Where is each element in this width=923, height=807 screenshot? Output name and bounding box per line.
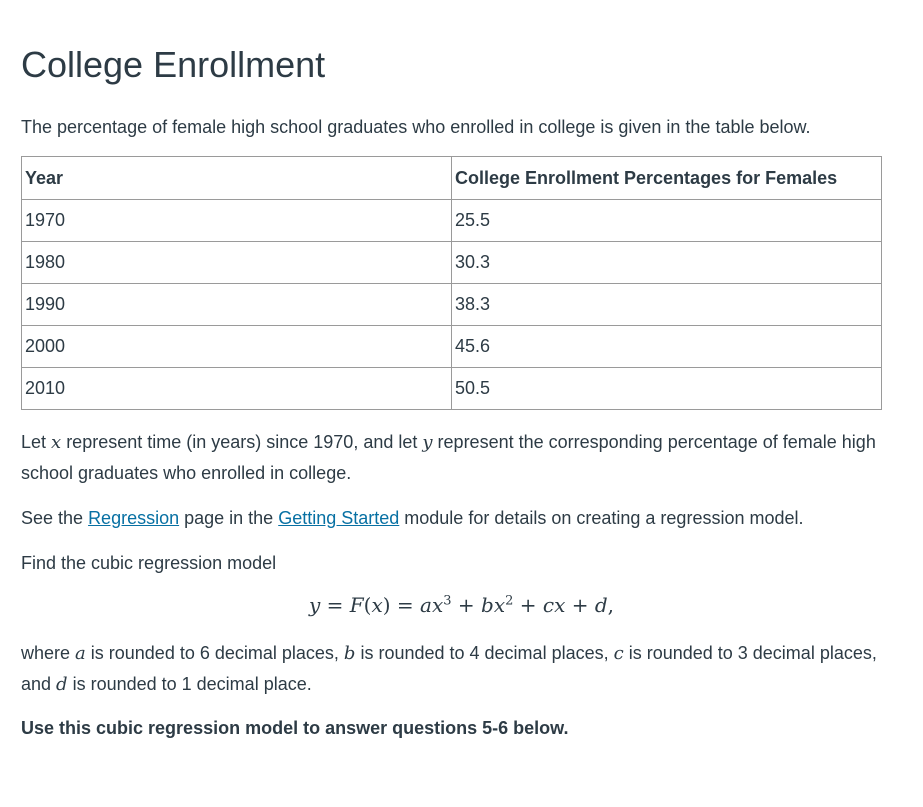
- cell-year: 1990: [22, 284, 452, 326]
- cell-percentage: 30.3: [452, 242, 882, 284]
- cell-percentage: 45.6: [452, 326, 882, 368]
- text-segment: represent time (in years) since 1970, and let: [61, 432, 423, 452]
- text-segment: Let: [21, 432, 52, 452]
- math-variable-c: c: [613, 643, 624, 664]
- text-segment: is rounded to 4 decimal places,: [355, 643, 614, 663]
- text-segment: where: [21, 643, 76, 663]
- see-regression-text: [21, 503, 891, 533]
- text-segment: represent the corresponding percentage of female high school graduates who enrolled in college.: [21, 432, 876, 483]
- rounding-instructions-text: [21, 638, 891, 700]
- find-model-text: Find the cubic regression model: [21, 553, 277, 573]
- cell-percentage: 38.3: [452, 284, 882, 326]
- table-row: [22, 242, 882, 284]
- cell-year: 1980: [22, 242, 452, 284]
- getting-started-link[interactable]: Getting Started: [278, 508, 400, 528]
- text-segment: page in the: [179, 508, 279, 528]
- text-segment: See the: [21, 508, 89, 528]
- cell-percentage: 50.5: [452, 368, 882, 410]
- table-header-row: [22, 157, 882, 200]
- math-variable-b: b: [343, 643, 356, 664]
- regression-link[interactable]: Regression: [88, 508, 180, 528]
- page-title: College Enrollment: [21, 44, 326, 85]
- math-variable-y: y: [422, 432, 433, 453]
- math-variable-x: x: [51, 432, 62, 453]
- table-row: [22, 368, 882, 410]
- text-segment: is rounded to 1 decimal place.: [67, 674, 312, 694]
- formula-text: $y = F(x) = ax^3 + bx^2$ + cx + d,: [308, 593, 615, 617]
- enrollment-table: [21, 156, 882, 410]
- math-variable-d: d: [56, 674, 68, 695]
- instruction-bold-text: Use this cubic regression model to answer questions 5-6 below.: [21, 718, 569, 738]
- table-row: [22, 200, 882, 242]
- variable-definition-text: [21, 427, 891, 488]
- cell-year: 2010: [22, 368, 452, 410]
- cell-year: 1970: [22, 200, 452, 242]
- cubic-formula: [0, 590, 923, 620]
- math-variable-a: a: [75, 643, 86, 664]
- header-year: Year: [22, 157, 452, 200]
- table-row: [22, 284, 882, 326]
- text-segment: is rounded to 6 decimal places,: [85, 643, 344, 663]
- cell-year: 2000: [22, 326, 452, 368]
- text-segment: module for details on creating a regression model.: [399, 508, 804, 528]
- intro-text: The percentage of female high school graduates who enrolled in college is given in the table below.: [21, 117, 811, 137]
- header-percentage: College Enrollment Percentages for Females: [452, 157, 882, 200]
- table-row: [22, 326, 882, 368]
- cell-percentage: 25.5: [452, 200, 882, 242]
- text-segment: is rounded to 3 decimal places, and: [21, 643, 877, 694]
